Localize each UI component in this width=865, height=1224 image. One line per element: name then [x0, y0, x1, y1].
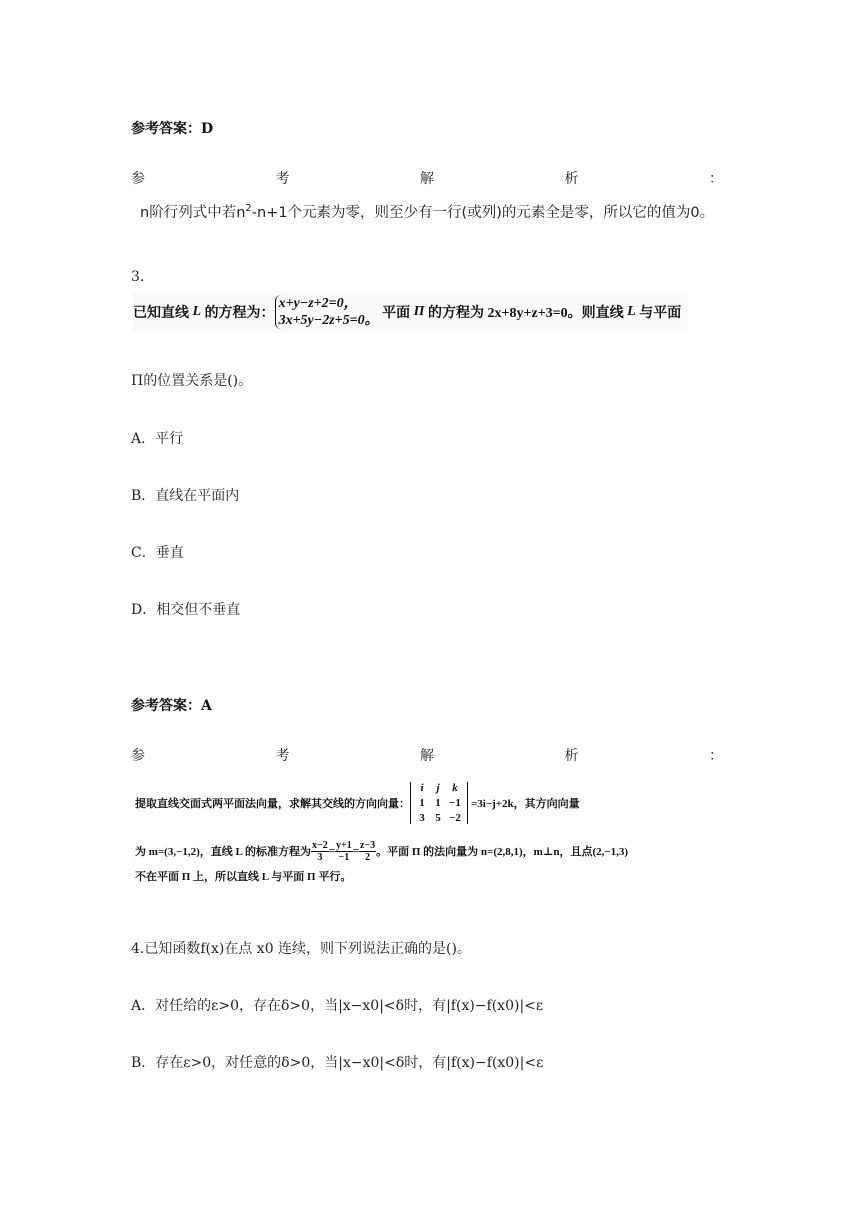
option-a: A．平行 — [131, 431, 184, 447]
denominator: 2 — [365, 851, 371, 863]
solution-line-3: 不在平面 Π 上，所以直线 L 与平面 Π 平行。 — [135, 871, 352, 883]
stem-var: L — [627, 304, 636, 319]
superscript: 2 — [245, 203, 252, 215]
stem-var: Π — [413, 304, 425, 319]
option-d: D．相交但不垂直 — [131, 602, 241, 618]
solution-line-2-image: 为 m=(3,−1,2)，直线 L 的标准方程为 $\frac{x-2}{3}$ = $\frac{y+1}{-1}$ = $\frac{z-3}{2}$ 。平面 Π 的法向量为 n=(2,8,1)，m⊥n，且点(2,−1,3) — [135, 839, 629, 863]
question-4-option-a: A．对任给的ε>0，存在δ>0，当|x−x0|<δ时，有|f(x)−f(x0)|<ε — [131, 998, 544, 1014]
numerator: y+1 — [336, 839, 352, 851]
stem-text: 的方程为 2x+8y+z+3=0。则直线 — [428, 306, 624, 321]
det-cell: −1 — [449, 797, 461, 809]
solution-line-1-image — [135, 774, 580, 832]
numerator: z−3 — [359, 839, 376, 851]
denominator: 3 — [317, 851, 323, 863]
answer-label-2: 参考答案：A — [131, 698, 212, 714]
analysis-char: 解 — [420, 748, 434, 764]
analysis-char: ： — [709, 748, 723, 764]
fraction — [335, 840, 353, 863]
question-3-stem-image — [133, 292, 687, 332]
solution-text: 。平面 Π 的法向量为 n=(2,8,1)，m⊥n，且点(2,−1,3) — [376, 846, 629, 858]
equation-2: 3x+5y−2z+5=0。 — [278, 313, 379, 328]
determinant-matrix — [410, 782, 468, 824]
analysis-char: 析 — [564, 171, 579, 187]
question-4-stem: 4.已知函数f(x)在点 x0 连续，则下列说法正确的是()。 — [131, 941, 471, 957]
analysis-char: 参 — [131, 171, 145, 187]
det-cell: 5 — [435, 812, 441, 824]
analysis-heading-2 — [131, 745, 723, 765]
solution-text: 为 m=(3,−1,2)，直线 L 的标准方程为 — [135, 846, 312, 858]
stem-text: 与平面 — [639, 306, 682, 321]
option-b: B．直线在平面内 — [131, 488, 240, 504]
question-number-3: 3. — [131, 269, 145, 285]
analysis-char: 参 — [131, 748, 145, 764]
fraction — [359, 840, 376, 863]
det-cell: i — [420, 782, 424, 794]
denominator: −1 — [338, 851, 350, 863]
det-cell: 3 — [419, 812, 425, 824]
det-cell: k — [452, 782, 458, 794]
analysis-char: ： — [709, 171, 723, 187]
det-cell: 1 — [419, 797, 425, 809]
stem-text: 已知直线 — [133, 306, 189, 321]
fraction — [311, 840, 329, 863]
analysis-char: 考 — [275, 748, 290, 764]
det-cell: −2 — [449, 812, 461, 824]
option-c: C．垂直 — [131, 545, 184, 561]
equation-system — [275, 295, 379, 329]
analysis-char: 考 — [275, 171, 290, 187]
question-3-stem-line2: Π的位置关系是()。 — [131, 373, 253, 389]
equation-1: x+y−z+2=0， — [278, 296, 358, 311]
det-cell: 1 — [435, 797, 441, 809]
analysis-char: 析 — [564, 748, 579, 764]
question-4-option-b: B．存在ε>0，对任意的δ>0，当|x−x0|<δ时，有|f(x)−f(x0)|<ε — [131, 1055, 544, 1071]
analysis-heading-1 — [131, 168, 723, 188]
explanation-text: -n+1个元素为零，则至少有一行(或列)的元素全是零，所以它的值为0。 — [251, 205, 715, 221]
stem-text: 平面 — [382, 306, 411, 321]
stem-var: L — [192, 304, 202, 319]
det-cell: j — [436, 782, 440, 794]
numerator: x−2 — [312, 839, 328, 851]
explanation-1 — [140, 201, 714, 222]
analysis-char: 解 — [420, 171, 434, 187]
explanation-text: n阶行列式中若n — [140, 205, 246, 221]
stem-text: 的方程为： — [204, 306, 275, 321]
solution-text: =3i−j+2k，其方向向量 — [471, 798, 580, 810]
answer-label-1: 参考答案：D — [131, 121, 214, 137]
solution-text: 提取直线交面式两平面法向量，求解其交线的方向向量： — [135, 798, 410, 810]
